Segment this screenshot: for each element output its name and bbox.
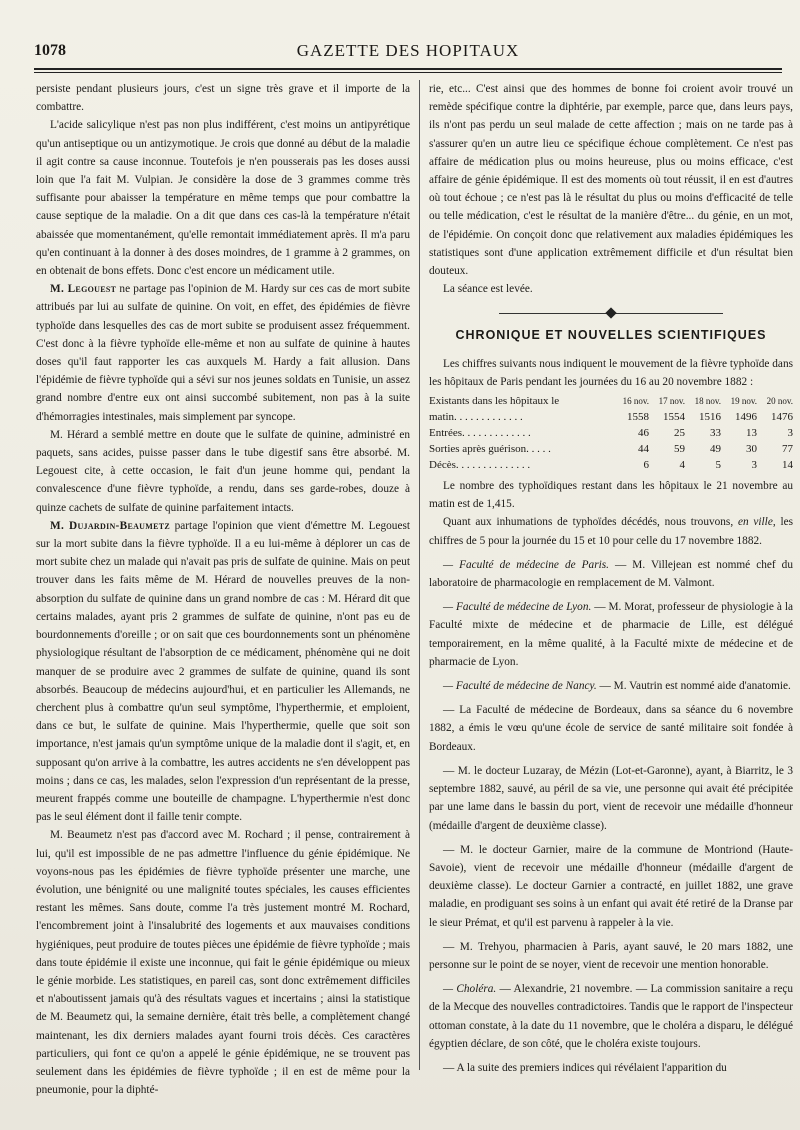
table-date: 20 nov. xyxy=(766,396,793,407)
paragraph: Le nombre des typhoïdiques restant dans les hôpitaux le 21 novembre au matin est de 1,415. xyxy=(429,480,793,511)
paragraph xyxy=(36,280,410,426)
news-title: — Faculté de médecine de Nancy. xyxy=(443,680,597,693)
news-text: — M. Trehyou, pharmacien à Paris, ayant sauvé, le 20 mars 1882, une personne sur le point de se noyer, vient de recevoir une mention honorable. xyxy=(429,940,793,971)
news-text: — A la suite des premiers indices qui révélaient l'apparition du xyxy=(443,1061,727,1074)
table-cell: 33 xyxy=(710,427,721,440)
paragraph-text: Quant aux inhumations de typhoïdes décédés, nous trouvons, xyxy=(443,516,738,529)
table-cell: 3 xyxy=(787,427,793,440)
table-cell: 49 xyxy=(710,443,721,456)
paragraph: M. Hérard a semblé mettre en doute que le sulfate de quinine, administré en paquets, sans acides, puisse passer dans le tube digestif sans être absorbé. M. Legouest cite, à cette occasion, le fait d'un jeune homme qui, pendant la convalescence d'une fièvre typhoïde, a rendu, dans ses garde-robes, douze à quinze cachets de sulfate de quinine parfaitement intacts. xyxy=(36,428,410,514)
paragraph xyxy=(36,517,410,826)
paragraph: M. Beaumetz n'est pas d'accord avec M. Rochard ; il pense, contrairement à lui, qu'il est impossible de ne pas admettre l'influence du génie épidémique. Ne voyons-nous pas les épidémies de fièvre typhoïde présenter une marche, une évolution, une bénignité ou une malignité toutes spéciales, les causes efficientes restant les mêmes. Sans doute, comme l'a très justement montré M. Rochard, l'encombrement joint à l'insalubrité des logements et aux mauvaises conditions hygiéniques, peut produire de toutes pièces une épidémie de fièvre typhoïde ; mais dans toute épidémie il existe une inconnue, qui fait le génie épidémique ou mieux le génie morbide. Les statistiques, en pareil cas, sont donc extrêmement difficiles et n'aboutissent jamais qu'à des résultats vagues et incertains ; ainsi la statistique de M. Beaumetz qui, la semaine dernière, était très belle, a complètement changé maintenant, les dix derniers malades ayant fourni trois décès. Ces caractères particuliers, qui font ce qu'on a appelé le génie épidémique, ne se trouvent pas seulement dans les épidémies de fièvre typhoïde ; il en est de même pour la pneumonie, pour la diphté- xyxy=(36,829,410,1097)
right-column xyxy=(429,80,793,1077)
section-ornament xyxy=(429,308,793,320)
speaker-name: M. Legouest xyxy=(50,283,117,296)
emphasis: en ville xyxy=(737,516,773,529)
section-title: CHRONIQUE ET NOUVELLES SCIENTIFIQUES xyxy=(455,328,767,343)
page-number: 1078 xyxy=(34,42,66,59)
news-text: — M. Morat, professeur de physiologie à la Faculté mixte de médecine et de pharmacie de Lille, est délégué temporairement, en la même qualité, à la Faculté mixte de médecine et de pharmacie de Lyon. xyxy=(429,601,793,668)
table-row xyxy=(429,441,793,457)
news-text: — M. le docteur Garnier, maire de la commune de Montriond (Haute-Savoie), vient de recevoir une médaille d'honneur (médaille d'argent de deuxième classe). Le docteur Garnier a contracté, en juillet 1882, une grave maladie, en prodiguant ses soins à un enfant qui avait été retiré de la Dranse par le sieur Prémat, et qu'il est parvenu à rappeler à la vie. xyxy=(429,843,793,929)
paragraph-text: , les chiffres de 5 pour la journée du 15 et 10 pour celle du 17 novembre 1882. xyxy=(429,516,794,547)
session-end: La séance est levée. xyxy=(443,283,533,296)
news-item xyxy=(429,938,793,974)
table-row xyxy=(429,457,793,473)
table-row xyxy=(429,425,793,441)
table-cell: 1516 xyxy=(699,411,721,424)
row-label: Entrées. . . . . . . . . . . . . xyxy=(429,427,531,440)
speaker-name: M. Dujardin-Beaumetz xyxy=(50,519,171,532)
news-title: — Faculté de médecine de Lyon. xyxy=(443,601,592,614)
paragraph-text: partage l'opinion que vient d'émettre M. Legouest sur la mort subite dans la fièvre typhoïde. Il a eu lui-même à déplorer un cas de mort subite chez un malade qui n'avait pas pris de sulfate de quinine. Mais on peut trouver dans les faits même de M. Hérard de nouvelles preuves de la non-absorption du sulfate de quinine dans un grand nombre de cas : M. Hérard dit que certains malades, ayant pris 2 grammes de sulfate de quinine, n'ont pas eu de bourdonnements d'oreille ; or on sait que ces bourdonnements sont un phénomène physiologique résultant de l'absorption de ce médicament, phénomène qui ne doit manquer de se produire avec 2 grammes de sulfate de quinine, quand ils sont absorbés. Beaucoup de médecins aujourd'hui, et en particulier les Allemands, ne cherchent plus à combattre qu'un seul symptôme, l'hyperthermie, et emploient, dans ce but, le sulfate de quinine. Mais l'hyperthermie, quelle que soit son importance, n'est jamais qu'un symptôme unique de la maladie dont il s'agit, et, en supposant qu'on arrive à la combattre, les autres accidents ne s'en développent pas moins ; dans ce cas, les malades, selon l'expression d'un représentant de la presse, meurent frappés comme une bouteille de champagne. L'hyperthermie n'est donc pas le seul élément dont il faille tenir compte. xyxy=(36,519,410,824)
table-cell: 14 xyxy=(782,459,793,472)
table-cell: 46 xyxy=(638,427,649,440)
table-cell: 3 xyxy=(751,459,757,472)
row-label: Sorties après guérison. . . . . xyxy=(429,443,551,456)
table-cell: 6 xyxy=(643,459,649,472)
table-cell: 5 xyxy=(715,459,721,472)
table-cell: 13 xyxy=(746,427,757,440)
table-cell: 1554 xyxy=(663,411,685,424)
left-column xyxy=(36,80,410,1099)
news-title: — Choléra. xyxy=(443,983,497,996)
table-date: 17 nov. xyxy=(658,396,685,407)
news-item xyxy=(429,598,793,671)
table-date: 18 nov. xyxy=(694,396,721,407)
page-header xyxy=(34,38,782,68)
table-date: 16 nov. xyxy=(622,396,649,407)
paragraph: rie, etc... C'est ainsi que des hommes de bonne foi croient avoir trouvé un remède spécifique contre la diphtérie, par exemple, parce que, dans leurs pays, ils n'ont pas perdu un seul malade de cette affection ; mais on ne tarde pas à s'assurer qu'en un autre lieu ce spécifique échoue complètement. Ce n'est pas affaire de médication plus ou moins heureuse, plus ou moins efficace, c'est affaire de génie épidémique. Il est des moments où tout réussit, il en est d'autres où tout échoue ; ce n'est pas là le résultat du plus ou moins d'efficacité de telle ou telle médication, c'est le résultat de la manière d'être... du génie, en un mot, de l'épidémie. On conçoit donc que relativement aux maladies épidémiques les statistiques sont d'une application extrêmement difficile et d'un résultat bien douteux. xyxy=(429,83,793,278)
table-cell: 25 xyxy=(674,427,685,440)
news-item xyxy=(429,1059,793,1077)
journal-title: GAZETTE DES HOPITAUX xyxy=(296,41,520,60)
paragraph: L'acide salicylique n'est pas non plus indifférent, c'est moins un antipyrétique qu'un antiseptique ou un antizymotique. Je crois que donné au début de la maladie il agit contre sa cause inconnue. Toutefois je n'en pousserais pas les doses aussi loin que l'a fait M. Vulpian. Je considère la dose de 3 grammes comme très suffisante pour abaisser la température en même temps que pour combattre la cause septique de la maladie. On a dit que dans ces cas-là la température n'était abaissée que momentanément, qu'elle remontait immédiatement après. Il m'a paru qu'en continuant à la donner à des doses moindres, de 1 gramme à 2 grammes, on en obtenait de bons effets. Donc c'est encore un médicament utile. xyxy=(36,119,410,278)
table-header-row xyxy=(429,393,793,409)
table-lead-label: Existants dans les hôpitaux le xyxy=(429,395,560,408)
header-rule xyxy=(34,68,782,70)
header-rule-thin xyxy=(34,72,782,73)
table-row xyxy=(429,409,793,425)
news-list xyxy=(429,556,793,1077)
news-text: — Alexandrie, 21 novembre. — La commission sanitaire a reçu de la Mecque des nouvelles contradictoires. Tandis que le rapport de l'inspecteur ottoman constate, à la date du 11 novembre, que le choléra a disparu, le délégué égyptien déclare, de son côté, que le choléra existe toujours. xyxy=(429,983,793,1050)
news-text: — M. Vautrin est nommé aide d'anatomie. xyxy=(596,680,791,693)
news-title: — Faculté de médecine de Paris. xyxy=(443,558,609,571)
news-item xyxy=(429,980,793,1053)
row-label: matin. . . . . . . . . . . . . xyxy=(429,411,523,424)
table-cell: 4 xyxy=(679,459,685,472)
news-item xyxy=(429,556,793,592)
row-label: Décès. . . . . . . . . . . . . . xyxy=(429,459,531,472)
news-item xyxy=(429,762,793,835)
table-cell: 59 xyxy=(674,443,685,456)
table-cell: 44 xyxy=(638,443,649,456)
news-item xyxy=(429,841,793,932)
table-cell: 30 xyxy=(746,443,757,456)
typhoid-stats-table xyxy=(429,393,793,473)
news-text: — M. le docteur Luzaray, de Mézin (Lot-et-Garonne), ayant, à Biarritz, le 3 septembre 1882, sauvé, au péril de sa vie, une personne qui avait été précipitée par une lame dans le bassin du port, vient de recevoir une médaille d'honneur (médaille d'argent de deuxième classe). xyxy=(429,764,793,832)
paragraph xyxy=(429,513,793,549)
table-cell: 1558 xyxy=(627,411,649,424)
table-cell: 1496 xyxy=(735,411,757,424)
paragraph-text: ne partage pas l'opinion de M. Hardy sur ces cas de mort subite attribués par lui au sulfate de quinine. On voit, en effet, des épidémies de fièvre typhoïde dans lesquelles des cas de mort subite se produisent assez fréquemment. C'est donc à la fièvre typhoïde elle-même et non au sulfate de quinine à hautes doses qu'il faut rapporter les cas auxquels M. Hardy a fait allusion. Dans l'épidémie de fièvre typhoïde qui a sévi sur nos jeunes soldats en Tunisie, un assez grand nombre d'entre eux ont ainsi succombé subitement, non pas à la suite d'hémorragies intestinales, mais simplement par syncope. xyxy=(36,283,410,423)
paragraph: Les chiffres suivants nous indiquent le mouvement de la fièvre typhoïde dans les hôpitaux de Paris pendant les journées du 16 au 20 novembre 1882 : xyxy=(429,357,793,388)
paragraph: persiste pendant plusieurs jours, c'est un signe très grave et il importe de la combattre. xyxy=(36,83,410,114)
table-date: 19 nov. xyxy=(730,396,757,407)
table-cell: 77 xyxy=(782,443,793,456)
news-item xyxy=(429,701,793,756)
news-item xyxy=(429,677,793,695)
news-text: — La Faculté de médecine de Bordeaux, dans sa séance du 6 novembre 1882, a émis le vœu qu'une école de service de santé militaire soit fondée à Bordeaux. xyxy=(429,704,793,753)
column-divider xyxy=(419,80,420,1070)
news-text: — M. Villejean est nommé chef du laboratoire de pharmacologie en remplacement de M. Valmont. xyxy=(429,558,793,590)
table-cell: 1476 xyxy=(771,411,793,424)
